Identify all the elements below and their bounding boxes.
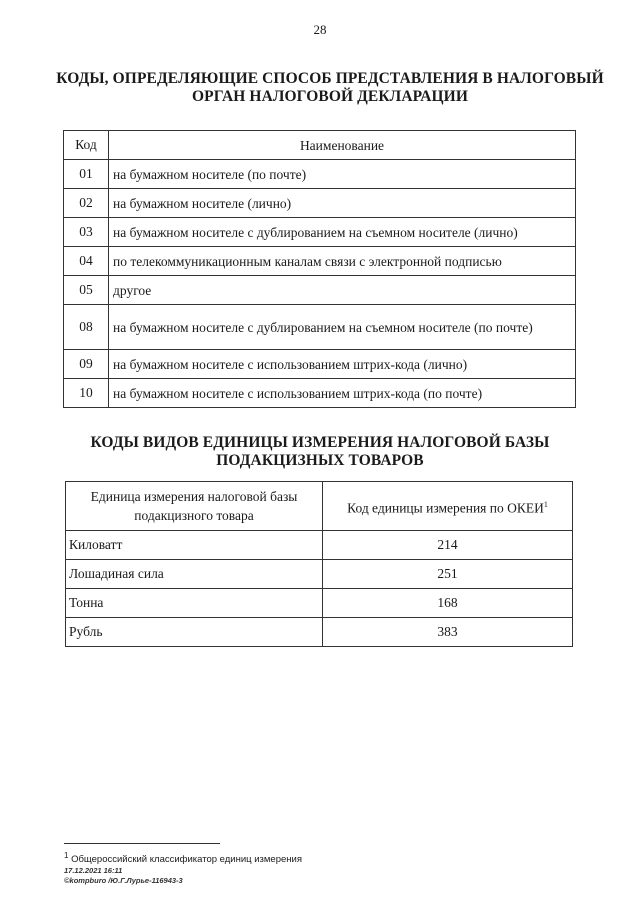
row-code: 05: [64, 276, 109, 305]
section1-title: [40, 70, 620, 106]
section1-title-line1: КОДЫ, ОПРЕДЕЛЯЮЩИЕ СПОСОБ ПРЕДСТАВЛЕНИЯ В НАЛОГОВЫЙ: [56, 70, 604, 87]
footnote-divider: [64, 843, 220, 844]
header-okei-text: Код единицы измерения по ОКЕИ: [347, 500, 544, 516]
row-okei: 251: [323, 560, 573, 589]
row-code: 08: [64, 305, 109, 350]
row-name: на бумажном носителе с использованием штрих-кода (по почте): [109, 379, 576, 408]
row-code: 09: [64, 350, 109, 379]
table-row: [64, 350, 576, 379]
row-code: 02: [64, 189, 109, 218]
table-row: [66, 618, 573, 647]
row-code: 04: [64, 247, 109, 276]
header-code: Код: [64, 131, 109, 160]
row-name: другое: [109, 276, 576, 305]
row-name: по телекоммуникационным каналам связи с электронной подписью: [109, 247, 576, 276]
page-number: 28: [313, 22, 327, 37]
row-okei: 383: [323, 618, 573, 647]
row-name: на бумажном носителе (лично): [109, 189, 576, 218]
row-code: 10: [64, 379, 109, 408]
row-unit: Лошадиная сила: [66, 560, 323, 589]
table-row: [66, 531, 573, 560]
table-header-row: [64, 131, 576, 160]
stamp-source: ©kompburo /Ю.Г.Лурье-116943-3: [64, 876, 183, 885]
row-unit: Рубль: [66, 618, 323, 647]
declaration-method-codes-table: [63, 130, 576, 408]
section2-title-line2: ПОДАКЦИЗНЫХ ТОВАРОВ: [216, 452, 424, 469]
table-row: [66, 589, 573, 618]
row-unit: Киловатт: [66, 531, 323, 560]
tax-base-units-table: [65, 481, 573, 647]
header-name: Наименование: [109, 131, 576, 160]
row-name: на бумажном носителе с дублированием на съемном носителе (по почте): [109, 305, 576, 350]
stamp-date: 17.12.2021 16:11: [64, 866, 123, 875]
footnote-text: Общероссийский классификатор единиц измерения: [71, 854, 302, 866]
footnote: [64, 851, 302, 865]
section1-title-line2: ОРГАН НАЛОГОВОЙ ДЕКЛАРАЦИИ: [192, 88, 468, 105]
section2-title-line1: КОДЫ ВИДОВ ЕДИНИЦЫ ИЗМЕРЕНИЯ НАЛОГОВОЙ БАЗЫ: [90, 434, 550, 451]
row-code: 01: [64, 160, 109, 189]
row-okei: 168: [323, 589, 573, 618]
table-header-row: [66, 482, 573, 531]
section2-title: [60, 434, 580, 470]
row-name: на бумажном носителе с дублированием на съемном носителе (лично): [109, 218, 576, 247]
footnote-marker: 1: [64, 851, 69, 860]
table-row: [64, 189, 576, 218]
row-name: на бумажном носителе с использованием штрих-кода (лично): [109, 350, 576, 379]
table-row: [64, 160, 576, 189]
table-row: [64, 218, 576, 247]
footnote-ref: 1: [543, 499, 548, 509]
row-unit: Тонна: [66, 589, 323, 618]
header-okei: [323, 482, 573, 531]
header-unit: Единица измерения налоговой базы подакцизного товара: [66, 482, 323, 531]
table-row: [64, 247, 576, 276]
table-row: [64, 276, 576, 305]
row-okei: 214: [323, 531, 573, 560]
row-name: на бумажном носителе (по почте): [109, 160, 576, 189]
table-row: [64, 379, 576, 408]
row-code: 03: [64, 218, 109, 247]
table-row: [64, 305, 576, 350]
table-row: [66, 560, 573, 589]
